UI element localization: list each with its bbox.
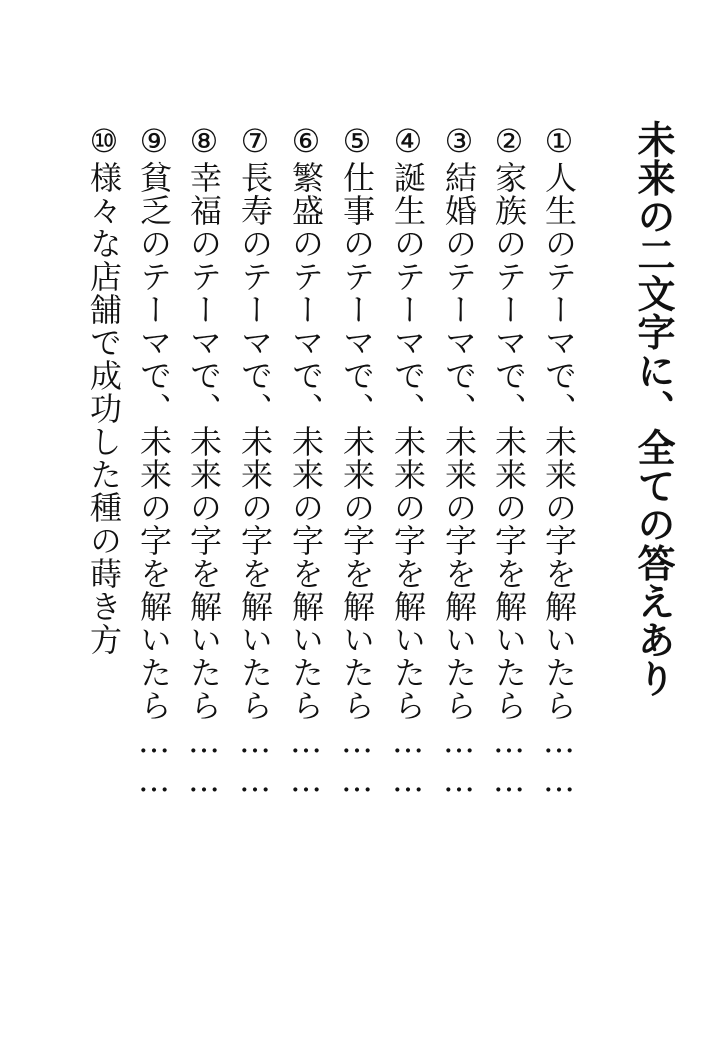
item-text: 長寿のテーマで、未来の字を解いたら…… bbox=[236, 161, 274, 800]
item-number: ④ bbox=[389, 122, 427, 161]
item-text: 結婚のテーマで、未来の字を解いたら…… bbox=[440, 161, 478, 800]
page-title: 未来の二文字に、全ての答えあり bbox=[631, 120, 676, 698]
list-item-8 bbox=[185, 122, 223, 800]
item-number: ② bbox=[490, 122, 528, 161]
item-number: ⑧ bbox=[185, 122, 223, 161]
item-number: ⑤ bbox=[338, 122, 376, 161]
list-item-10 bbox=[85, 122, 123, 656]
item-text: 仕事のテーマで、未来の字を解いたら…… bbox=[338, 161, 376, 800]
list-item-4 bbox=[389, 122, 427, 800]
list-item-7 bbox=[236, 122, 274, 800]
list-item-9 bbox=[135, 122, 173, 800]
item-text: 家族のテーマで、未来の字を解いたら…… bbox=[490, 161, 528, 800]
item-text: 様々な店舗で成功した種の蒔き方 bbox=[85, 161, 123, 656]
item-number: ⑩ bbox=[85, 122, 123, 161]
item-number: ⑨ bbox=[135, 122, 173, 161]
item-number: ③ bbox=[440, 122, 478, 161]
list-item-3 bbox=[440, 122, 478, 800]
item-number: ① bbox=[540, 122, 578, 161]
item-text: 貧乏のテーマで、未来の字を解いたら…… bbox=[135, 161, 173, 800]
item-text: 人生のテーマで、未来の字を解いたら…… bbox=[540, 161, 578, 800]
list-item-5 bbox=[338, 122, 376, 800]
list-item-1 bbox=[540, 122, 578, 800]
list-item-2 bbox=[490, 122, 528, 800]
item-text: 誕生のテーマで、未来の字を解いたら…… bbox=[389, 161, 427, 800]
item-text: 幸福のテーマで、未来の字を解いたら…… bbox=[185, 161, 223, 800]
item-number: ⑥ bbox=[287, 122, 325, 161]
item-number: ⑦ bbox=[236, 122, 274, 161]
list-item-6 bbox=[287, 122, 325, 800]
item-text: 繁盛のテーマで、未来の字を解いたら…… bbox=[287, 161, 325, 800]
